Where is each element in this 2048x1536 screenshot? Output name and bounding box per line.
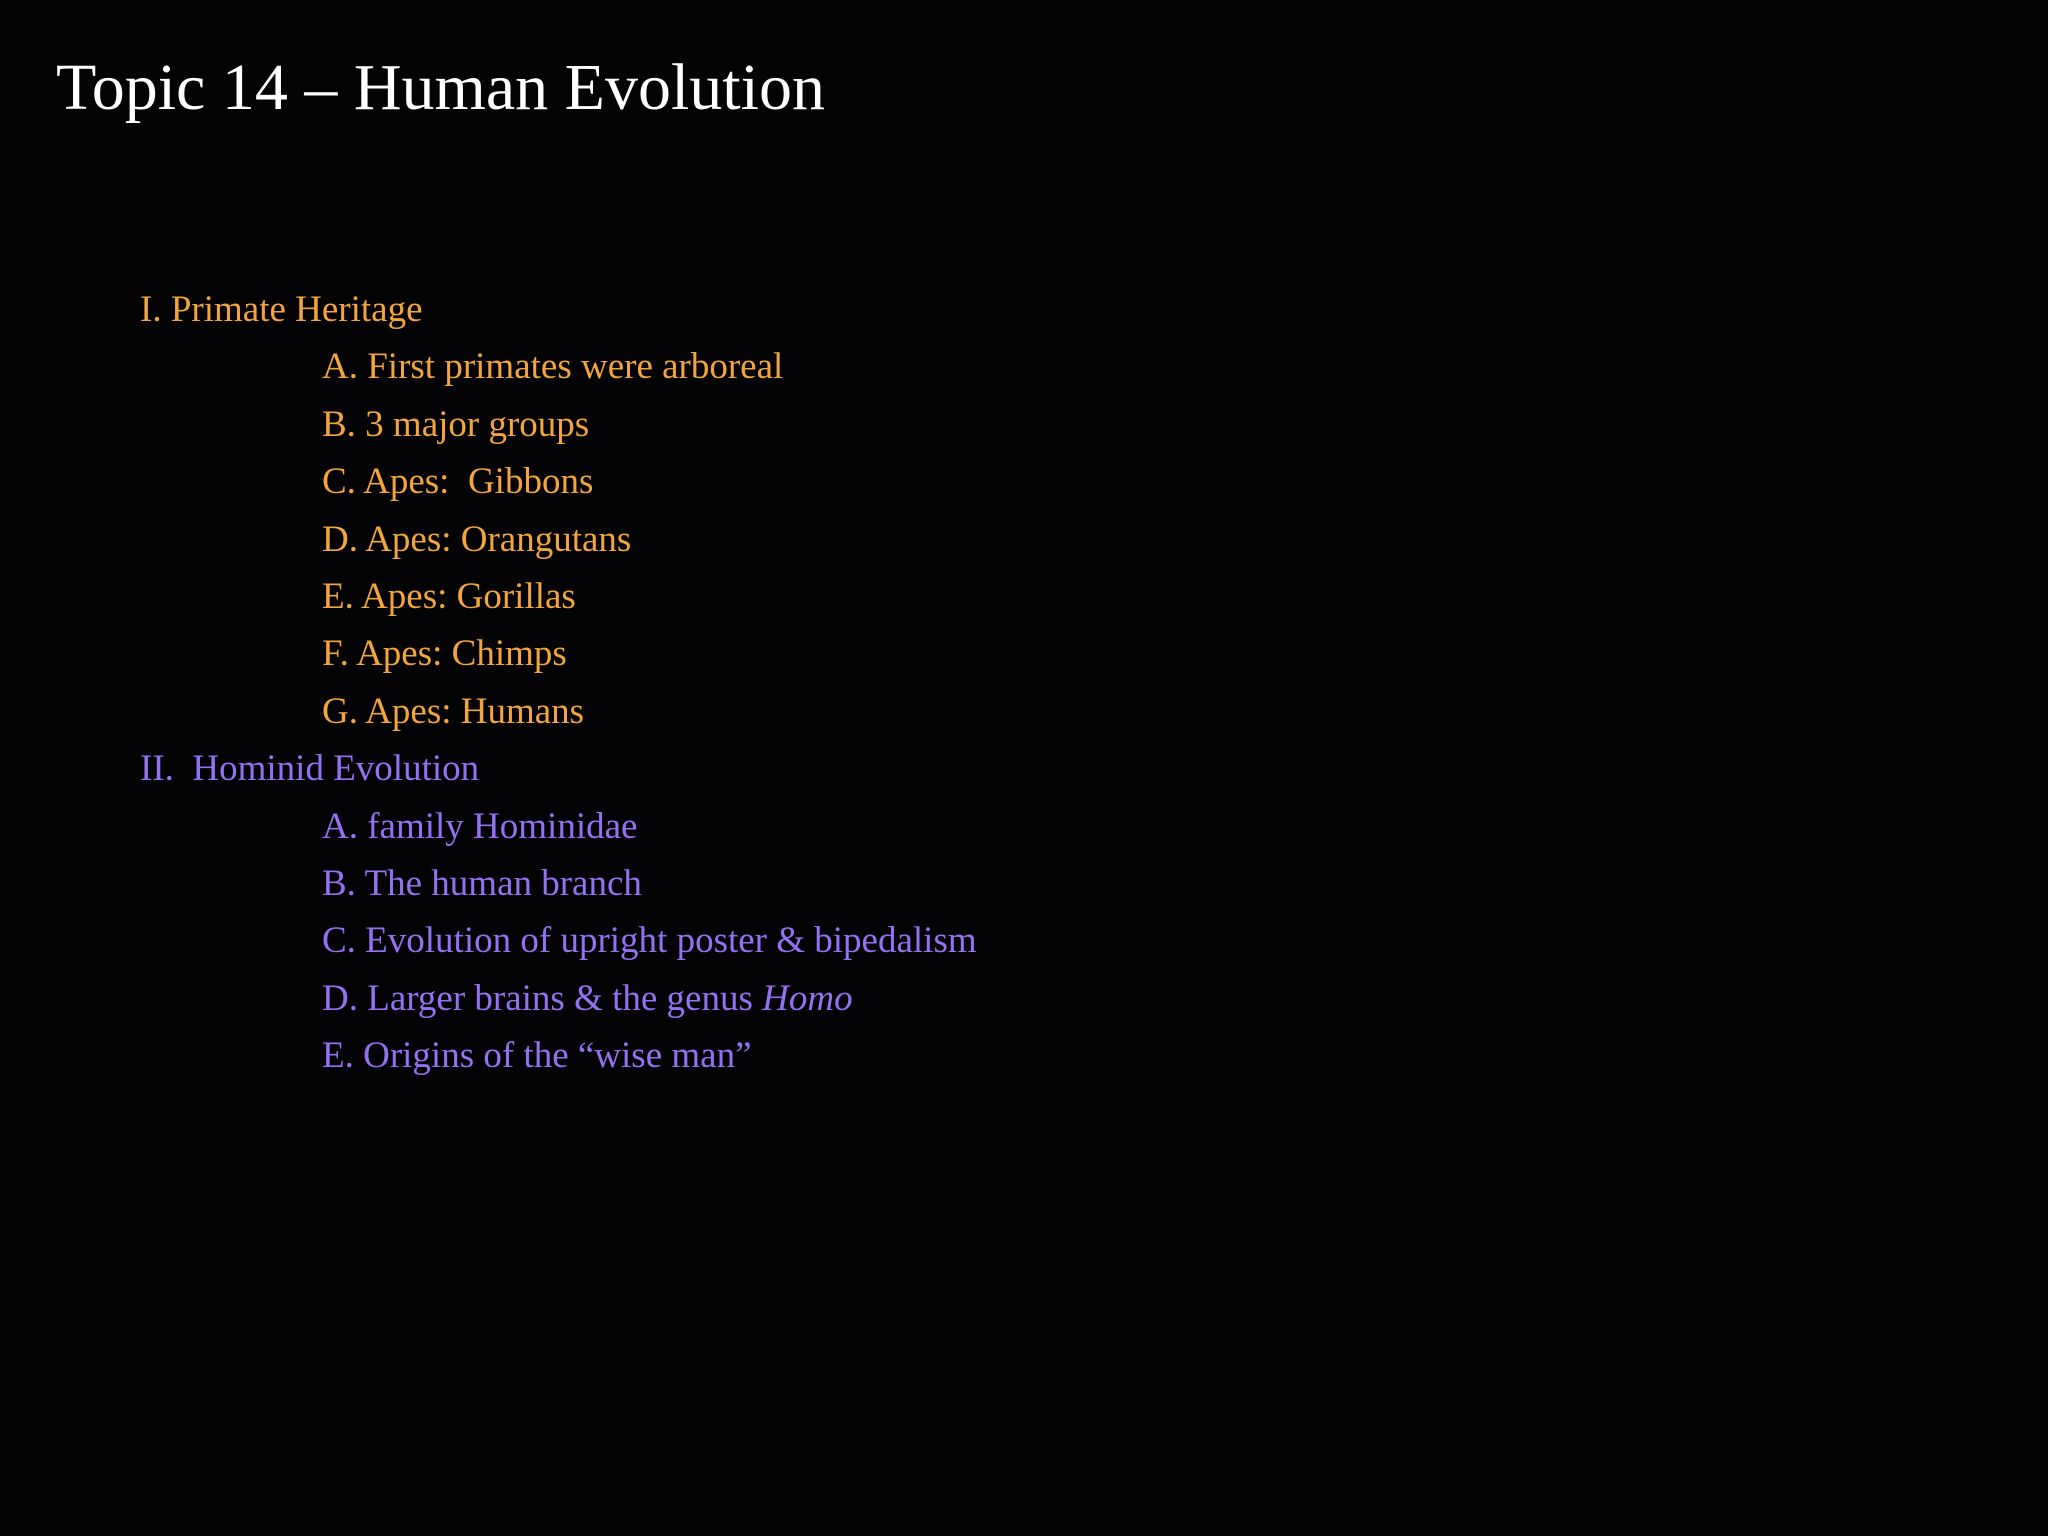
outline-item: B. The human branch — [322, 862, 642, 904]
outline-item: E. Origins of the “wise man” — [322, 1035, 752, 1077]
outline-item: E. Apes: Gorillas — [322, 575, 576, 617]
outline-item: C. Apes: Gibbons — [322, 461, 594, 503]
outline — [0, 286, 2048, 1089]
outline-item-with-emphasis — [0, 975, 2048, 1032]
outline-item: B. 3 major groups — [322, 403, 590, 445]
section-heading-hominid-evolution: II. Hominid Evolution — [140, 748, 480, 790]
outline-item: A. family Hominidae — [322, 805, 638, 847]
outline-item: C. Evolution of upright poster & bipedalism — [322, 920, 977, 962]
outline-item: G. Apes: Humans — [322, 690, 585, 732]
outline-item: D. Apes: Orangutans — [322, 518, 632, 560]
section-heading-primate-heritage: I. Primate Heritage — [140, 289, 423, 330]
slide-title: Topic 14 – Human Evolution — [56, 51, 825, 124]
outline-item: A. First primates were arboreal — [322, 346, 784, 388]
outline-item: F. Apes: Chimps — [322, 633, 567, 675]
genus-name-emphasis: Homo — [762, 977, 853, 1019]
outline-item-text: D. Larger brains & the genus — [322, 977, 763, 1019]
